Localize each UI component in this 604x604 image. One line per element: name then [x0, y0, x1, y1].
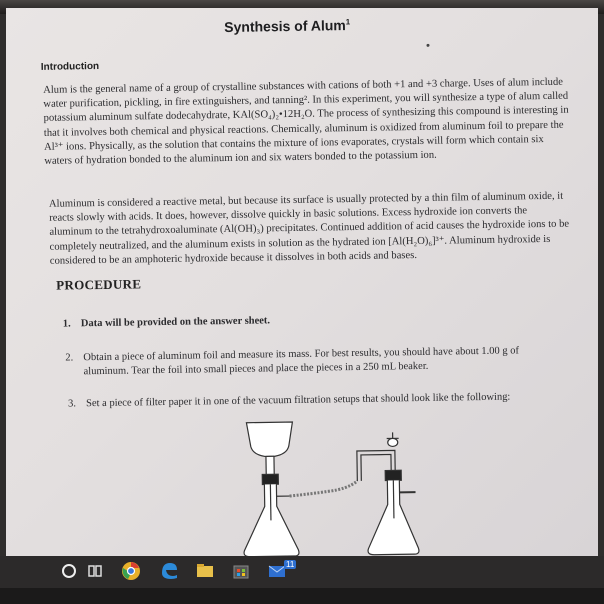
introduction-heading: Introduction — [40, 60, 100, 73]
step-text: Set a piece of filter paper it in one of the vacuum filtration setups that should look like the following: — [86, 391, 511, 410]
start-circle-icon[interactable] — [58, 560, 80, 582]
taskbar — [0, 556, 604, 588]
step-number: 3. — [68, 398, 77, 410]
intro-paragraph-1: Alum is the general name of a group of crystalline substances with cations of both +1 and +3 charge. Uses of alum include water purification, pickling, in fire extinguishers, and tanning². In this experiment, you will synthesize a type of alum called potassium aluminum sulfate dodecahydrate, KAl(SO₄)₂•12H₂O. The process of synthesizing this compound is interesting in that it involves both chemical and physical reactions. Chemically, aluminum is oxidized from aluminum foil to prepare the Al³⁺ ions. Physically, as the solution that contains the mixture of ions evaporates, crystals will form which contain six waters of hydration bonded to the aluminum ion and six waters bonded to the potassium ion. — [43, 76, 569, 167]
file-explorer-icon[interactable] — [194, 560, 216, 582]
procedure-step-2 — [65, 344, 565, 378]
mail-badge: 11 — [286, 560, 295, 569]
document-title — [224, 16, 394, 35]
edge-icon[interactable] — [158, 560, 180, 582]
vacuum-filtration-diagram — [236, 407, 458, 560]
step-number: 2. — [65, 352, 74, 364]
title-footnote: 1 — [345, 17, 351, 27]
document-page — [34, 8, 582, 556]
task-view-icon[interactable] — [84, 560, 106, 582]
monitor-bezel-bottom — [0, 588, 604, 604]
stray-dot — [426, 44, 429, 47]
procedure-heading: PROCEDURE — [56, 276, 142, 293]
procedure-step-3 — [68, 390, 568, 410]
screen — [6, 8, 598, 560]
title-text: Synthesis of Alum — [224, 17, 346, 36]
chrome-icon[interactable] — [120, 560, 142, 582]
step-number: 1. — [62, 318, 71, 330]
step-text: Data will be provided on the answer sheet. — [80, 315, 271, 330]
step-text: Obtain a piece of aluminum foil and measure its mass. For best results, you should have about 1.00 g of aluminum. Tear the foil into small pieces and place the pieces in a 250 mL beaker. — [83, 345, 520, 378]
store-icon[interactable] — [230, 560, 252, 582]
procedure-step-1 — [62, 310, 563, 330]
intro-paragraph-2: Aluminum is considered a reactive metal, but because its surface is usually protected by a thin film of aluminum oxide, it reacts slowly with acids. It does, however, dissolve quickly in basic solutions. Excess hydroxide ion converts the aluminum to the tetrahydroxoaluminate (Al(OH)₃) precipitates. Continued addition of acid causes the hydroxide ions to be completely neutralized, and the aluminum exists in solution as the hydrated ion [Al(H₂O)₆]³⁺. Aluminum hydroxide is considered to be an amphoteric hydroxide because it dissolves in both acids and bases. — [48, 190, 570, 267]
